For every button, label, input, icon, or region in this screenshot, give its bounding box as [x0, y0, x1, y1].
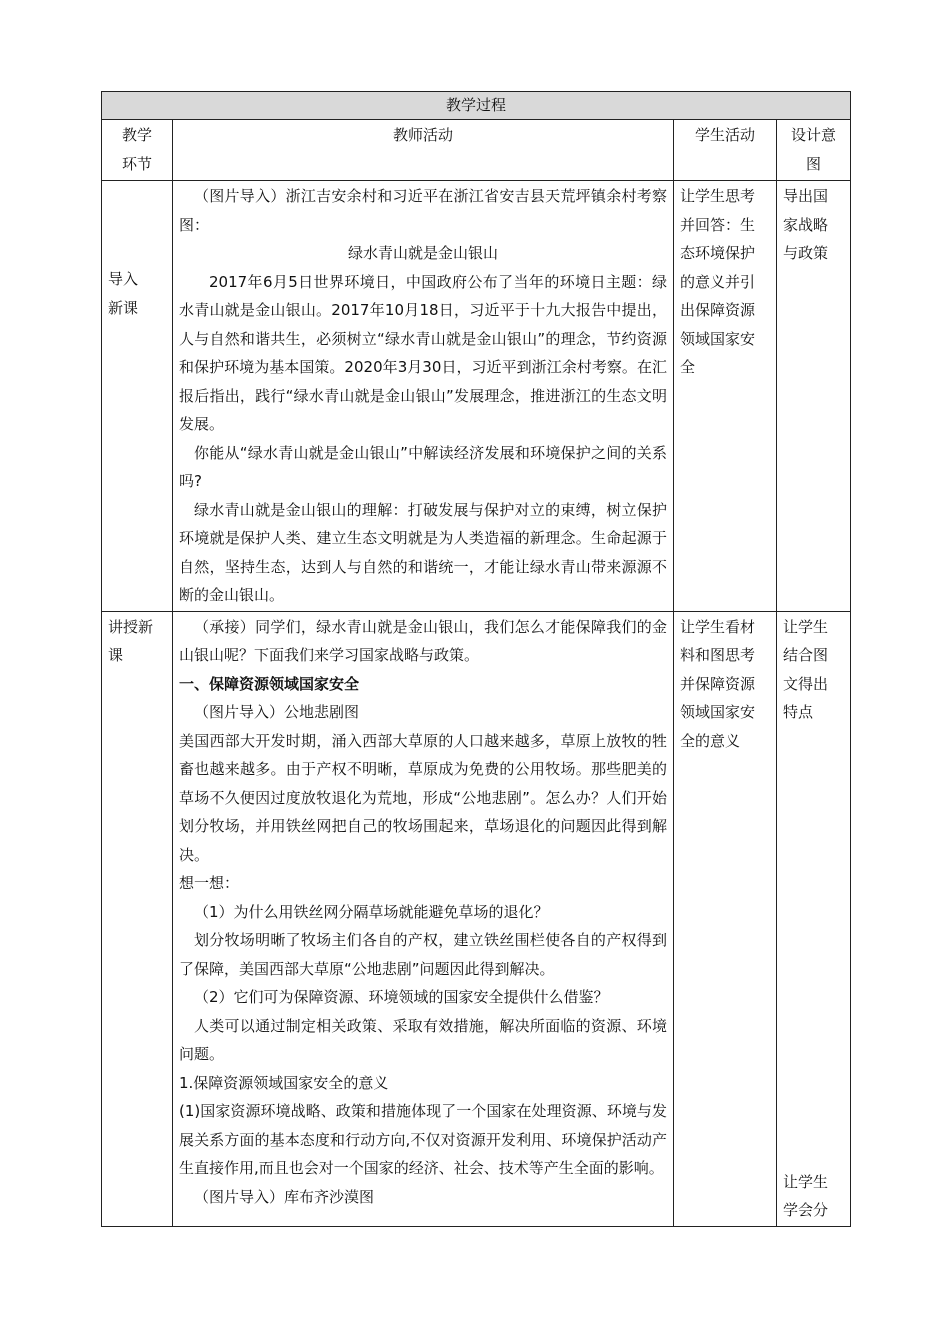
paragraph: 美国西部大开发时期，涌入西部大草原的人口越来越多，草原上放牧的牲畜也越来越多。由于产权不明晰，草原成为免费的公用牧场。那些肥美的草场不久便因过度放牧退化为荒地，形成“公地悲剧”。怎么办？人们开始划分牧场，并用铁丝网把自己的牧场围起来，草场退化的问题因此得到解决。 — [179, 731, 667, 864]
header-design — [777, 120, 851, 181]
paragraph: （图片导入）浙江吉安余村和习近平在浙江省安吉县天荒坪镇余村考察图： — [179, 187, 667, 234]
teacher-activity-cell — [173, 181, 674, 612]
student-line: 态环境保护 — [680, 244, 756, 262]
student-line: 并回答：生 — [680, 215, 756, 234]
header-stage-line: 教学 — [121, 126, 152, 144]
paragraph: （图片导入）公地悲剧图 — [194, 703, 360, 721]
student-line: 并保障资源 — [680, 674, 756, 693]
student-activity-cell — [674, 611, 777, 1226]
header-stage — [102, 120, 173, 181]
header-stage-line: 环节 — [121, 154, 152, 173]
teacher-activity-cell — [173, 611, 674, 1226]
student-line: 料和图思考 — [680, 646, 756, 664]
header-design-line: 设计意 — [791, 126, 837, 144]
stage-line: 讲授新 — [108, 617, 154, 636]
paragraph: 绿水青山就是金山银山的理解：打破发展与保护对立的束缚，树立保护环境就是保护人类、建立生态文明就是为人类造福的新理念。生命起源于自然，坚持生态，达到人与自然的和谐统一，才能让绿水青山带来源源不断的金山银山。 — [179, 500, 667, 604]
question: （1）为什么用铁丝网分隔草场就能避免草场的退化？ — [194, 902, 549, 921]
answer: 人类可以通过制定相关政策、采取有效措施，解决所面临的资源、环境问题。 — [179, 1016, 667, 1063]
student-line: 让学生思考 — [680, 187, 756, 205]
question: （2）它们可为保障资源、环境领域的国家安全提供什么借鉴？ — [194, 988, 609, 1006]
student-line: 的意义并引 — [680, 272, 756, 291]
student-activity-cell — [674, 181, 777, 612]
design-line: 导出国 — [783, 187, 829, 205]
paragraph: 绿水青山就是金山银山 — [347, 244, 498, 262]
design-line: 家战略 — [783, 215, 829, 234]
paragraph: 你能从“绿水青山就是金山银山”中解读经济发展和环境保护之间的关系吗? — [179, 443, 667, 490]
spacer — [783, 727, 844, 1168]
design-line: 让学生 — [783, 1172, 829, 1191]
header-teacher: 教师活动 — [173, 120, 674, 181]
student-line: 领域国家安 — [680, 703, 756, 721]
design-line: 文得出 — [783, 674, 829, 693]
design-line: 与政策 — [783, 244, 829, 262]
paragraph: （承接）同学们，绿水青山就是金山银山，我们怎么才能保障我们的金山银山呢？下面我们来学习国家战略与政策。 — [179, 617, 667, 664]
paragraph: 2017年6月5日世界环境日，中国政府公布了当年的环境日主题：绿水青山就是金山银山。2017年10月18日，习近平于十九大报告中提出，人与自然和谐共生，必须树立“绿水青山就是金山银山”的理念，节约资源和保护环境为基本国策。2020年3月30日，习近平到浙江余村考察。在汇报后指出，践行“绿水青山就是金山银山”发展理念，推进浙江的生态文明发展。 — [179, 272, 667, 433]
stage-line: 导入 — [108, 270, 139, 288]
paragraph: 想一想： — [179, 874, 240, 892]
column-header-row — [102, 120, 851, 181]
student-line: 领域国家安 — [680, 329, 756, 348]
design-line: 特点 — [783, 703, 814, 721]
design-line: 让学生 — [783, 617, 829, 636]
student-line: 全 — [680, 358, 696, 376]
stage-cell — [102, 181, 173, 612]
stage-cell — [102, 611, 173, 1226]
design-line: 学会分 — [783, 1201, 829, 1219]
table-title: 教学过程 — [102, 92, 851, 120]
paragraph: （图片导入）库布齐沙漠图 — [194, 1187, 375, 1206]
student-line: 让学生看材 — [680, 617, 756, 636]
table-title-row — [102, 92, 851, 120]
teaching-process-table — [101, 91, 851, 1227]
stage-line: 课 — [108, 646, 124, 664]
table-row — [102, 181, 851, 612]
student-line: 全的意义 — [680, 731, 741, 750]
header-student: 学生活动 — [674, 120, 777, 181]
paragraph: (1)国家资源环境战略、政策和措施体现了一个国家在处理资源、环境与发展关系方面的基本态度和行动方向,不仅对资源开发利用、环境保护活动产生直接作用,而且也会对一个国家的经济、社会、技术等产生全面的影响。 — [179, 1102, 667, 1177]
stage-line: 新课 — [108, 298, 139, 317]
section-heading: 一、保障资源领域国家安全 — [179, 674, 360, 693]
header-design-line: 图 — [806, 154, 822, 173]
answer: 划分牧场明晰了牧场主们各自的产权，建立铁丝围栏使各自的产权得到了保障，美国西部大草原“公地悲剧”问题因此得到解决。 — [179, 931, 667, 978]
table-row — [102, 611, 851, 1226]
design-intent-cell — [777, 611, 851, 1226]
student-line: 出保障资源 — [680, 301, 756, 319]
paragraph: 1.保障资源领域国家安全的意义 — [179, 1073, 389, 1092]
design-line: 结合图 — [783, 646, 829, 664]
design-intent-cell — [777, 181, 851, 612]
